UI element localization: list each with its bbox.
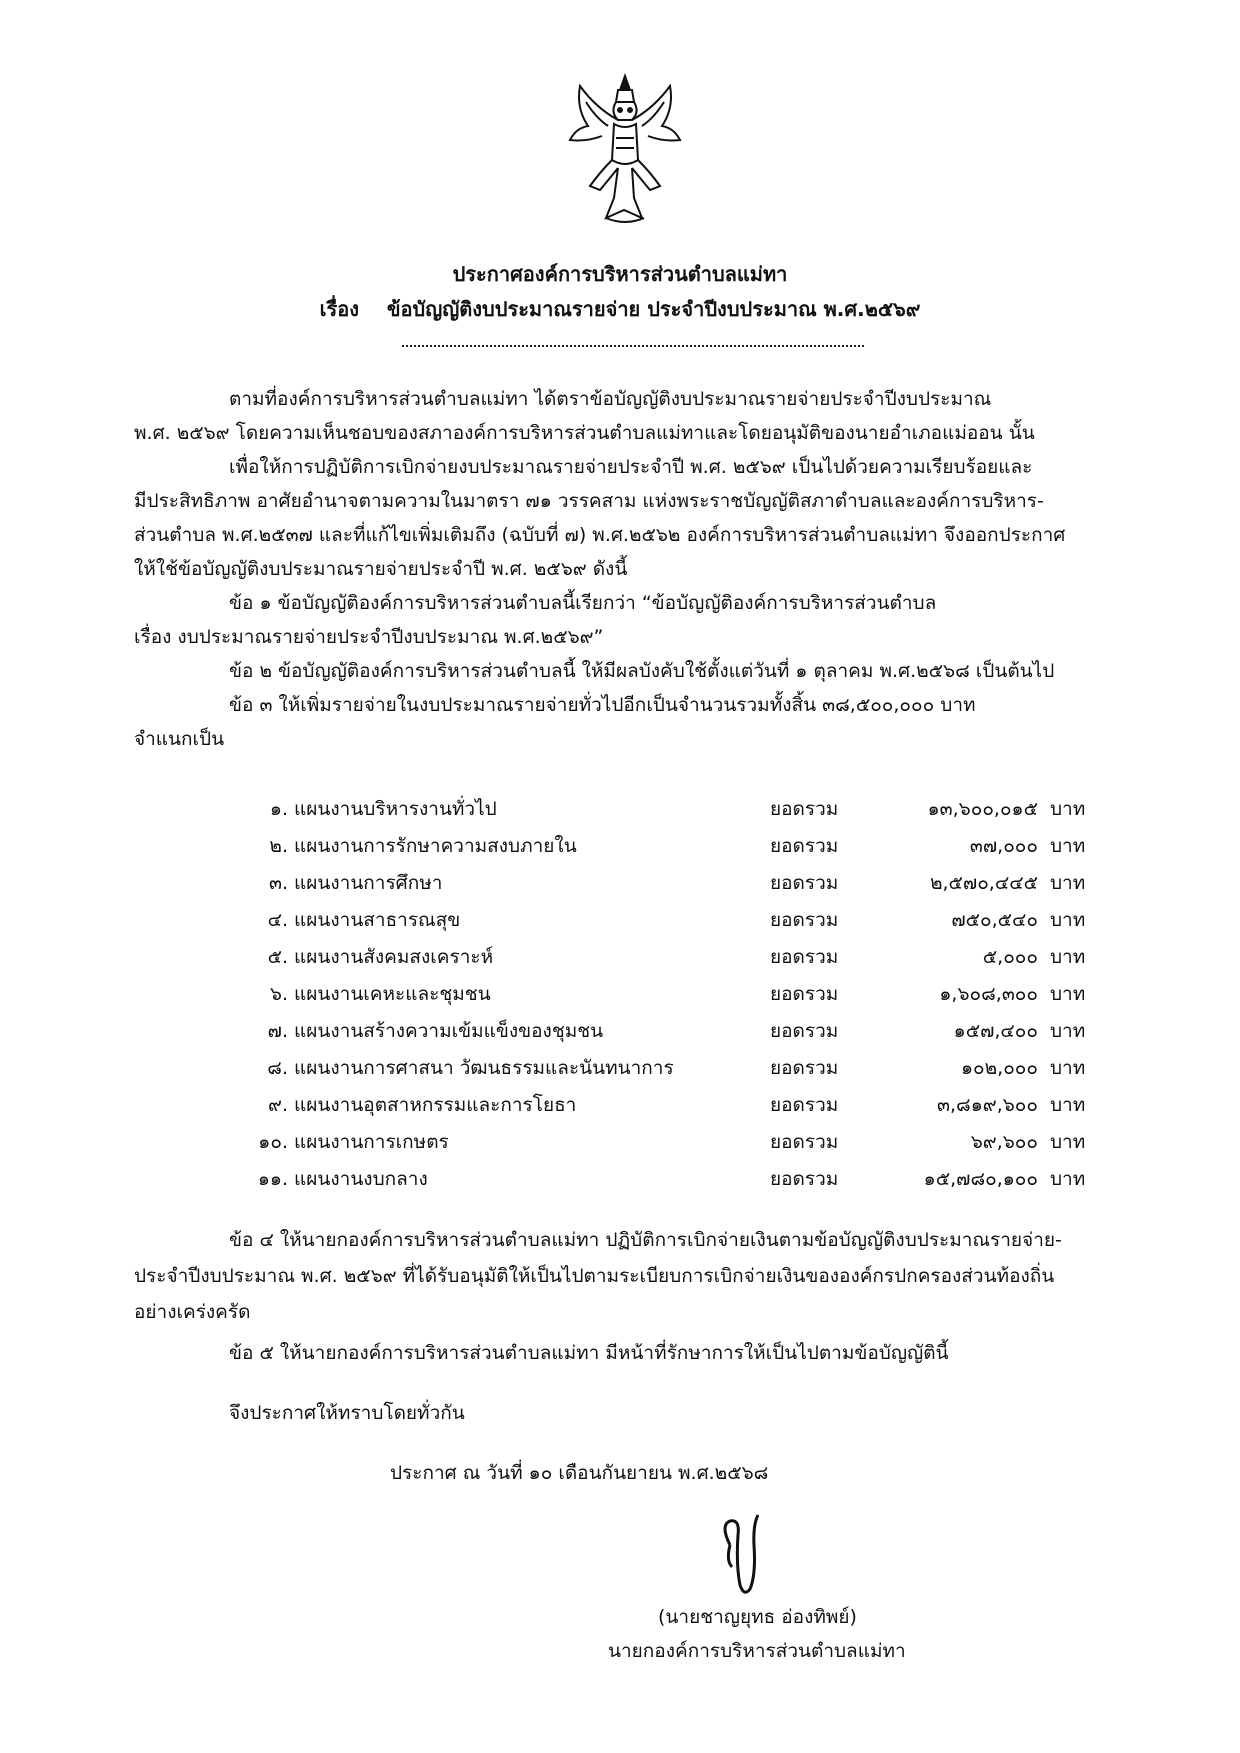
plan-name: แผนงานการศาสนา วัฒนธรรมและนันทนาการ — [294, 1057, 674, 1079]
dotted-separator — [402, 345, 864, 347]
signatory-name: (นายชาญยุทธ อ่องทิพย์) — [658, 1606, 857, 1628]
clause-3-line: จำแนกเป็น — [134, 728, 225, 750]
garuda-emblem-icon — [566, 68, 684, 228]
plan-number: ๔. — [267, 909, 288, 931]
plan-name: แผนงานสร้างความเข้มแข็งของชุมชน — [294, 1020, 604, 1042]
plan-name: แผนงานบริหารงานทั่วไป — [294, 798, 497, 820]
plan-total-label: ยอดรวม — [770, 1131, 839, 1153]
plan-amount: ๑๐๒,๐๐๐ — [960, 1057, 1038, 1079]
plan-unit: บาท — [1050, 1168, 1086, 1190]
plan-row — [0, 1053, 1240, 1089]
plan-number: ๑๐. — [258, 1131, 288, 1153]
plan-row — [0, 979, 1240, 1015]
plan-name: แผนงานสังคมสงเคราะห์ — [294, 946, 494, 968]
plan-row — [0, 1090, 1240, 1126]
plan-name: แผนงานการรักษาความสงบภายใน — [294, 835, 577, 857]
document-subject — [0, 293, 1240, 325]
plan-number: ๗. — [267, 1020, 288, 1042]
plan-unit: บาท — [1050, 872, 1086, 894]
signatory-position: นายกองค์การบริหารส่วนตำบลแม่ทา — [608, 1640, 906, 1662]
plan-amount: ๑๕๗,๔๐๐ — [953, 1020, 1038, 1042]
plan-unit: บาท — [1050, 798, 1086, 820]
plan-row — [0, 831, 1240, 867]
plan-unit: บาท — [1050, 909, 1086, 931]
plan-unit: บาท — [1050, 983, 1086, 1005]
paragraph-line: มีประสิทธิภาพ อาศัยอำนาจตามความในมาตรา ๗๑ วรรคสาม แห่งพระราชบัญญัติสภาตำบลและองค์การบริหาร- — [134, 490, 1044, 512]
plan-row — [0, 1164, 1240, 1200]
paragraph-line: ส่วนตำบล พ.ศ.๒๕๓๗ และที่แก้ไขเพิ่มเติมถึง (ฉบับที่ ๗) พ.ศ.๒๕๖๒ องค์การบริหารส่วนตำบลแม่ทา จึงออกประกาศ — [134, 524, 1066, 546]
plan-name: แผนงานการเกษตร — [294, 1131, 449, 1153]
plan-name: แผนงานเคหะและชุมชน — [294, 983, 491, 1005]
plan-name: แผนงานสาธารณสุข — [294, 909, 461, 931]
announce-line: จึงประกาศให้ทราบโดยทั่วกัน — [229, 1402, 465, 1424]
plan-unit: บาท — [1050, 1131, 1086, 1153]
paragraph-line: ตามที่องค์การบริหารส่วนตำบลแม่ทา ได้ตราข้อบัญญัติงบประมาณรายจ่ายประจำปีงบประมาณ — [229, 388, 992, 410]
plan-row — [0, 794, 1240, 830]
plan-row — [0, 905, 1240, 941]
plan-row — [0, 868, 1240, 904]
plan-total-label: ยอดรวม — [770, 909, 839, 931]
clause-1-line: ข้อ ๑ ข้อบัญญัติองค์การบริหารส่วนตำบลนี้เรียกว่า “ข้อบัญญัติองค์การบริหารส่วนตำบล — [229, 592, 937, 614]
announce-date — [390, 1455, 1090, 1491]
plan-number: ๑๑. — [257, 1168, 288, 1190]
plan-amount: ๒,๕๗๐,๔๔๕ — [929, 872, 1038, 894]
plan-row — [0, 942, 1240, 978]
clause-3-line: ข้อ ๓ ให้เพิ่มรายจ่ายในงบประมาณรายจ่ายทั่วไปอีกเป็นจำนวนรวมทั้งสิ้น ๓๘,๕๐๐,๐๐๐ บาท — [229, 694, 976, 716]
closing-body — [134, 1222, 1140, 1330]
signature-mark — [700, 1505, 780, 1615]
intro-body — [134, 382, 1140, 756]
plan-number: ๑. — [269, 798, 288, 820]
plan-unit: บาท — [1050, 946, 1086, 968]
plan-amount: ๓๗,๐๐๐ — [969, 835, 1038, 857]
plan-name: แผนงานงบกลาง — [294, 1168, 428, 1190]
plan-total-label: ยอดรวม — [770, 1094, 839, 1116]
plan-total-label: ยอดรวม — [770, 872, 839, 894]
plan-number: ๒. — [269, 835, 288, 857]
plan-number: ๕. — [267, 946, 288, 968]
plan-row — [0, 1016, 1240, 1052]
clause-4-line: ข้อ ๔ ให้นายกองค์การบริหารส่วนตำบลแม่ทา ปฏิบัติการเบิกจ่ายเงินตามข้อบัญญัติงบประมาณรายจ่าย- — [229, 1229, 1062, 1251]
subject-label: เรื่อง — [319, 297, 359, 321]
clause-1-line: เรื่อง งบประมาณรายจ่ายประจำปีงบประมาณ พ.ศ.๒๕๖๙” — [134, 626, 604, 648]
clause-2-line: ข้อ ๒ ข้อบัญญัติองค์การบริหารส่วนตำบลนี้ ให้มีผลบังคับใช้ตั้งแต่วันที่ ๑ ตุลาคม พ.ศ.๒๕๖๘ เป็นต้นไป — [229, 660, 1055, 682]
paragraph-line: พ.ศ. ๒๕๖๙ โดยความเห็นชอบของสภาองค์การบริหารส่วนตำบลแม่ทาและโดยอนุมัติของนายอำเภอแม่ออน นั้น — [134, 422, 1035, 444]
announce — [134, 1395, 1140, 1431]
plan-total-label: ยอดรวม — [770, 946, 839, 968]
clause-4-line: อย่างเคร่งครัด — [134, 1301, 251, 1323]
plan-total-label: ยอดรวม — [770, 1020, 839, 1042]
plan-number: ๙. — [268, 1094, 288, 1116]
plan-amount: ๕,๐๐๐ — [982, 946, 1038, 968]
document-title: ประกาศองค์การบริหารส่วนตำบลแม่ทา — [452, 262, 788, 286]
plan-total-label: ยอดรวม — [770, 1168, 839, 1190]
plan-number: ๘. — [267, 1057, 288, 1079]
plan-number: ๖. — [269, 983, 288, 1005]
plan-name: แผนงานการศึกษา — [294, 872, 443, 894]
plan-amount: ๑๓,๖๐๐,๐๑๕ — [927, 798, 1038, 820]
subject-text: ข้อบัญญัติงบประมาณรายจ่าย ประจำปีงบประมาณ พ.ศ.๒๕๖๙ — [386, 297, 921, 321]
plan-name: แผนงานอุตสาหกรรมและการโยธา — [294, 1094, 577, 1116]
plan-unit: บาท — [1050, 835, 1086, 857]
plan-amount: ๖๙,๖๐๐ — [970, 1131, 1038, 1153]
plan-total-label: ยอดรวม — [770, 835, 839, 857]
plan-unit: บาท — [1050, 1057, 1086, 1079]
plan-unit: บาท — [1050, 1094, 1086, 1116]
plan-amount: ๑,๖๐๘,๓๐๐ — [939, 983, 1038, 1005]
clause-4-line: ประจำปีงบประมาณ พ.ศ. ๒๕๖๙ ที่ได้รับอนุมัติให้เป็นไปตามระเบียบการเบิกจ่ายเงินขององค์กรปกครองส่วนท้องถิ่น — [134, 1265, 1055, 1287]
plan-unit: บาท — [1050, 1020, 1086, 1042]
plan-row — [0, 1127, 1240, 1163]
plan-total-label: ยอดรวม — [770, 1057, 839, 1079]
plan-number: ๓. — [268, 872, 288, 894]
plan-total-label: ยอดรวม — [770, 798, 839, 820]
clause-5-line: ข้อ ๕ ให้นายกองค์การบริหารส่วนตำบลแม่ทา มีหน้าที่รักษาการให้เป็นไปตามข้อบัญญัตินี้ — [229, 1342, 949, 1364]
clause-5 — [134, 1335, 1140, 1371]
plan-amount: ๓,๘๑๙,๖๐๐ — [937, 1094, 1038, 1116]
plan-total-label: ยอดรวม — [770, 983, 839, 1005]
plan-amount: ๗๕๐,๕๔๐ — [951, 909, 1038, 931]
paragraph-line: ให้ใช้ข้อบัญญัติงบประมาณรายจ่ายประจำปี พ.ศ. ๒๕๖๙ ดังนี้ — [134, 558, 628, 580]
date-line: ประกาศ ณ วันที่ ๑๐ เดือนกันยายน พ.ศ.๒๕๖๘ — [390, 1462, 769, 1484]
paragraph-line: เพื่อให้การปฏิบัติการเบิกจ่ายงบประมาณรายจ่ายประจำปี พ.ศ. ๒๕๖๙ เป็นไปด้วยความเรียบร้อยและ — [229, 456, 1033, 478]
plan-amount: ๑๕,๗๘๐,๑๐๐ — [923, 1168, 1038, 1190]
